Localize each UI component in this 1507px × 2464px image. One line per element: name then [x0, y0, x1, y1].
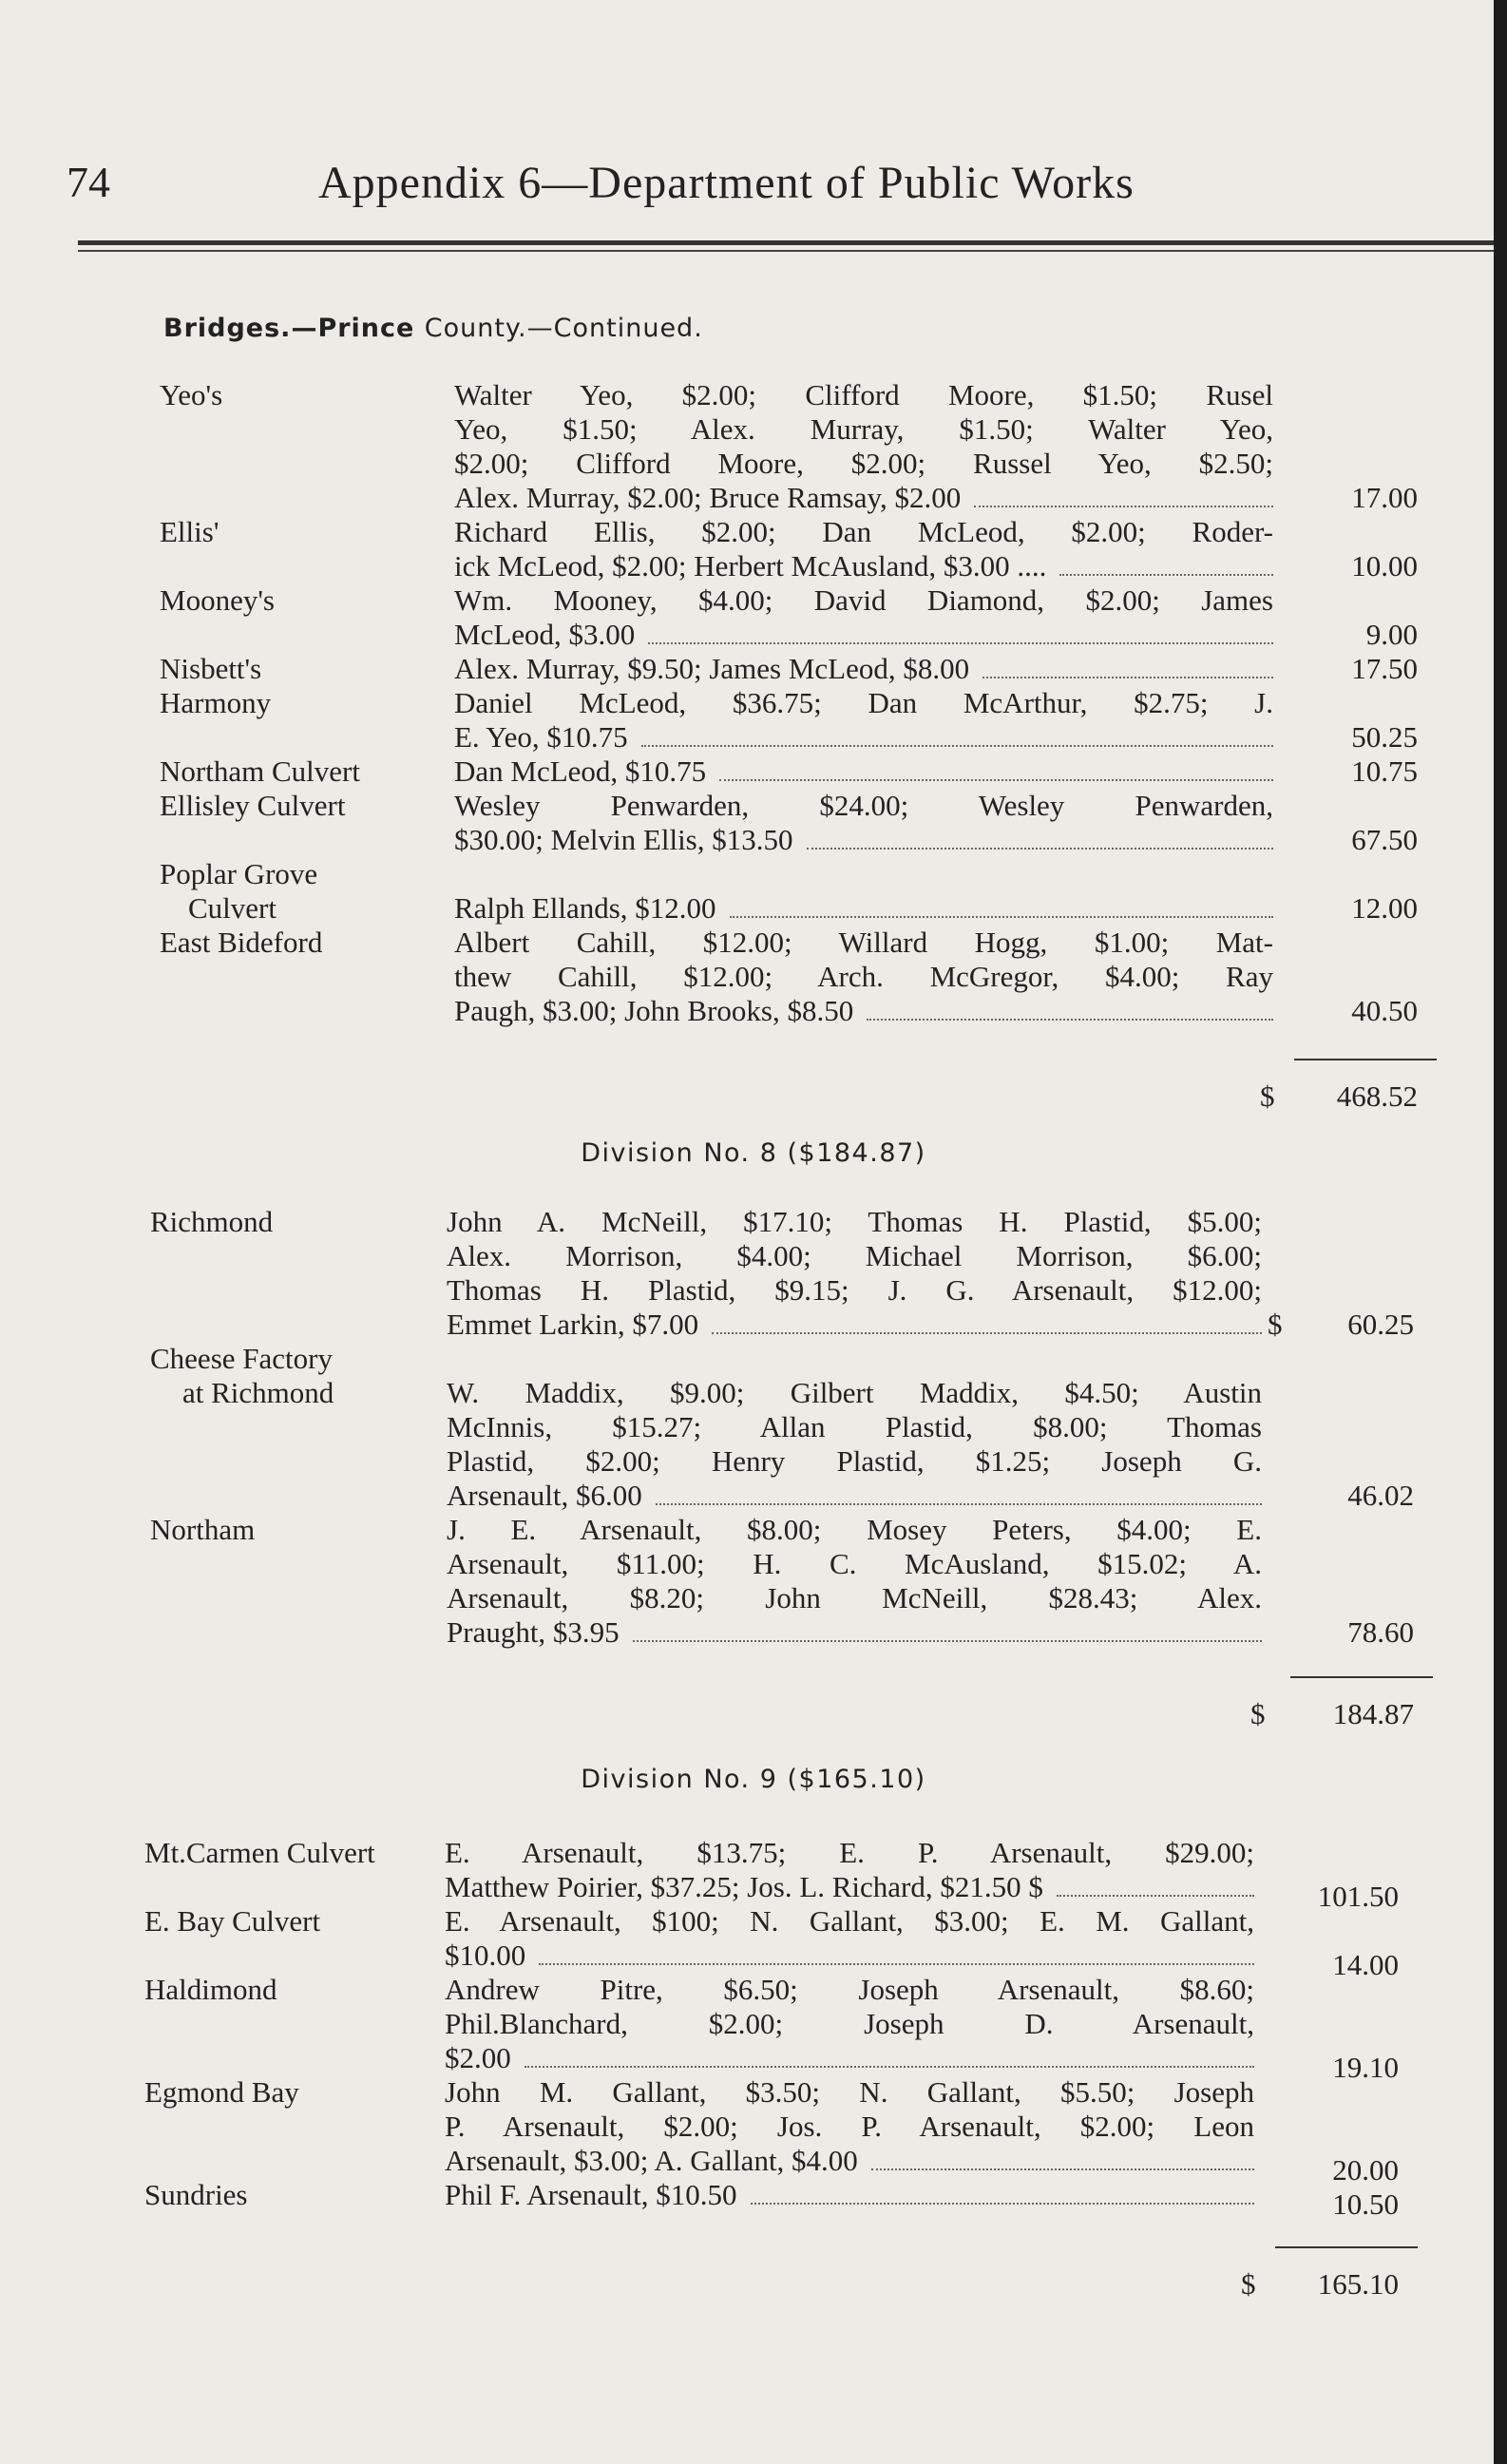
dot-leader: [712, 1332, 1262, 1334]
entry-amount: 10.75: [1351, 754, 1418, 788]
total-amount: 184.87: [1332, 1697, 1414, 1730]
entry-name: Harmony: [160, 686, 272, 719]
entry-text-line: Richard Ellis, $2.00; Dan McLeod, $2.00; Roder-: [454, 515, 1273, 548]
entry-text-line: Matthew Poirier, $37.25; Jos. L. Richard, $21.50 $: [445, 1870, 1043, 1903]
entry-name: Cheese Factory: [150, 1342, 333, 1375]
total-rule: [1294, 1059, 1437, 1060]
entry-amount: 40.50: [1351, 994, 1418, 1027]
entry-text-line: Plastid, $2.00; Henry Plastid, $1.25; Joseph G.: [447, 1444, 1262, 1478]
dot-leader: [539, 1963, 1254, 1965]
dot-leader: [648, 642, 1273, 644]
dot-leader: [751, 2203, 1254, 2205]
division-8-heading: Division No. 8 ($184.87): [581, 1138, 926, 1168]
entry-text-line: $2.00; Clifford Moore, $2.00; Russel Yeo, $2.50;: [454, 447, 1273, 480]
entry-text-line: Alex. Murray, $2.00; Bruce Ramsay, $2.00: [454, 481, 962, 514]
entry-name: Mooney's: [160, 583, 275, 617]
total-currency: $: [1260, 1079, 1275, 1113]
entry-text-line: McInnis, $15.27; Allan Plastid, $8.00; Thomas: [447, 1410, 1262, 1443]
dot-leader: [871, 2168, 1254, 2170]
entry-name: Ellisley Culvert: [160, 789, 346, 822]
entry-amount: 78.60: [1347, 1615, 1414, 1649]
entry-text-line: Paugh, $3.00; John Brooks, $8.50: [454, 994, 854, 1027]
entry-name: East Bideford: [160, 926, 323, 959]
entry-text-line: McLeod, $3.00: [454, 618, 636, 651]
entry-text-line: $2.00: [445, 2041, 511, 2074]
page-header: [67, 157, 1283, 223]
dot-leader: [867, 1019, 1273, 1021]
entry-text-line: Phil F. Arsenault, $10.50: [445, 2178, 737, 2211]
dot-leader: [719, 779, 1273, 781]
entry-text-line: Arsenault, $6.00: [447, 1479, 642, 1512]
total-amount: 165.10: [1317, 2267, 1399, 2301]
entry-text-line: Albert Cahill, $12.00; Willard Hogg, $1.00; Mat-: [454, 926, 1273, 959]
entry-text-line: John M. Gallant, $3.50; N. Gallant, $5.50; Joseph: [445, 2075, 1254, 2109]
entry-name: Richmond: [150, 1205, 274, 1238]
entry-amount: 17.00: [1351, 481, 1418, 514]
entry-name: Yeo's: [160, 378, 223, 411]
header-rule-thin: [78, 250, 1494, 252]
entry-name: Sundries: [144, 2178, 248, 2211]
entry-text-line: Andrew Pitre, $6.50; Joseph Arsenault, $8.60;: [445, 1973, 1254, 2006]
entry-name: Egmond Bay: [144, 2075, 299, 2109]
entry-text-line: Thomas H. Plastid, $9.15; J. G. Arsenault, $12.00;: [447, 1273, 1262, 1307]
entry-text-line: J. E. Arsenault, $8.00; Mosey Peters, $4.00; E.: [447, 1513, 1262, 1546]
entry-amount: 19.10: [1332, 2051, 1399, 2084]
section-heading: Bridges.—Prince County.—Continued.: [163, 314, 703, 343]
dollar-sign: $: [1268, 1308, 1283, 1341]
entry-name: E. Bay Culvert: [144, 1904, 321, 1938]
entry-amount: 12.00: [1351, 891, 1418, 925]
header-rule: [78, 240, 1494, 245]
entry-text-line: P. Arsenault, $2.00; Jos. P. Arsenault, $2.00; Leon: [445, 2110, 1254, 2143]
entry-text-line: E. Yeo, $10.75: [454, 720, 628, 754]
entry-amount: 20.00: [1332, 2153, 1399, 2187]
division-9-heading: Division No. 9 ($165.10): [581, 1765, 926, 1794]
entry-text-line: E. Arsenault, $100; N. Gallant, $3.00; E. M. Gallant,: [445, 1904, 1254, 1938]
entry-name: Ellis': [160, 515, 219, 548]
dot-leader: [974, 506, 1273, 507]
entry-text-line: Wesley Penwarden, $24.00; Wesley Penwarden,: [454, 789, 1273, 822]
dot-leader: [982, 677, 1273, 678]
entry-text-line: Phil.Blanchard, $2.00; Joseph D. Arsenault,: [445, 2007, 1254, 2040]
entry-text-line: Daniel McLeod, $36.75; Dan McArthur, $2.75; J.: [454, 686, 1273, 719]
total-amount: 468.52: [1336, 1079, 1418, 1113]
entry-text-line: Emmet Larkin, $7.00: [447, 1308, 699, 1341]
entry-text-line: Yeo, $1.50; Alex. Murray, $1.50; Walter Yeo,: [454, 412, 1273, 446]
entry-name: Northam Culvert: [160, 754, 360, 788]
entry-text-line: W. Maddix, $9.00; Gilbert Maddix, $4.50; Austin: [447, 1376, 1262, 1409]
entry-name: Haldimond: [144, 1973, 277, 2006]
entry-name: Mt.Carmen Culvert: [144, 1836, 375, 1869]
entry-amount: 14.00: [1332, 1948, 1399, 1981]
entry-text-line: thew Cahill, $12.00; Arch. McGregor, $4.00; Ray: [454, 960, 1273, 993]
entry-text-line: John A. McNeill, $17.10; Thomas H. Plastid, $5.00;: [447, 1205, 1262, 1238]
entry-amount: 10.00: [1351, 549, 1418, 583]
entry-text-line: Arsenault, $11.00; H. C. McAusland, $15.02; A.: [447, 1547, 1262, 1580]
total-currency: $: [1241, 2267, 1256, 2301]
page-title: Appendix 6—Department of Public Works: [318, 158, 1135, 208]
entry-text-line: ick McLeod, $2.00; Herbert McAusland, $3.00 ....: [454, 549, 1047, 583]
dot-leader: [525, 2066, 1254, 2068]
entry-amount: 50.25: [1351, 720, 1418, 754]
entry-text-line: $10.00: [445, 1939, 526, 1972]
entry-text-line: Praught, $3.95: [447, 1615, 620, 1649]
entry-name: Northam: [150, 1513, 256, 1546]
entry-text-line: Wm. Mooney, $4.00; David Diamond, $2.00; James: [454, 583, 1273, 617]
entry-text-line: Walter Yeo, $2.00; Clifford Moore, $1.50; Rusel: [454, 378, 1273, 411]
dot-leader: [633, 1640, 1262, 1642]
dot-leader: [1059, 574, 1273, 576]
entry-text-line: Alex. Morrison, $4.00; Michael Morrison, $6.00;: [447, 1239, 1262, 1272]
entry-amount: 101.50: [1317, 1880, 1399, 1913]
entry-text-line: Arsenault, $8.20; John McNeill, $28.43; Alex.: [447, 1581, 1262, 1614]
entry-amount: 46.02: [1347, 1479, 1414, 1512]
entry-amount: 9.00: [1365, 618, 1418, 651]
dot-leader: [807, 848, 1274, 850]
entry-text-line: Dan McLeod, $10.75: [454, 754, 707, 788]
page-edge-shadow: [1494, 0, 1507, 2464]
page-number: 74: [67, 158, 110, 206]
entry-text-line: Arsenault, $3.00; A. Gallant, $4.00: [445, 2144, 858, 2177]
entry-text-line: E. Arsenault, $13.75; E. P. Arsenault, $29.00;: [445, 1836, 1254, 1869]
entry-name: Culvert: [188, 891, 277, 925]
entry-text-line: Alex. Murray, $9.50; James McLeod, $8.00: [454, 652, 970, 685]
total-rule: [1275, 2246, 1418, 2248]
total-currency: $: [1250, 1697, 1266, 1730]
entry-name: Nisbett's: [160, 652, 262, 685]
entry-amount: 60.25: [1347, 1308, 1414, 1341]
entry-name: at Richmond: [182, 1376, 334, 1409]
dot-leader: [641, 745, 1273, 747]
dot-leader: [1057, 1895, 1254, 1897]
entry-amount: 10.50: [1332, 2187, 1399, 2221]
entry-name: Poplar Grove: [160, 857, 318, 890]
entry-amount: 17.50: [1351, 652, 1418, 685]
dot-leader: [656, 1503, 1262, 1505]
dot-leader: [730, 916, 1273, 918]
entry-text-line: $30.00; Melvin Ellis, $13.50: [454, 823, 793, 856]
entry-text-line: Ralph Ellands, $12.00: [454, 891, 716, 925]
entry-amount: 67.50: [1351, 823, 1418, 856]
total-rule: [1290, 1676, 1433, 1678]
